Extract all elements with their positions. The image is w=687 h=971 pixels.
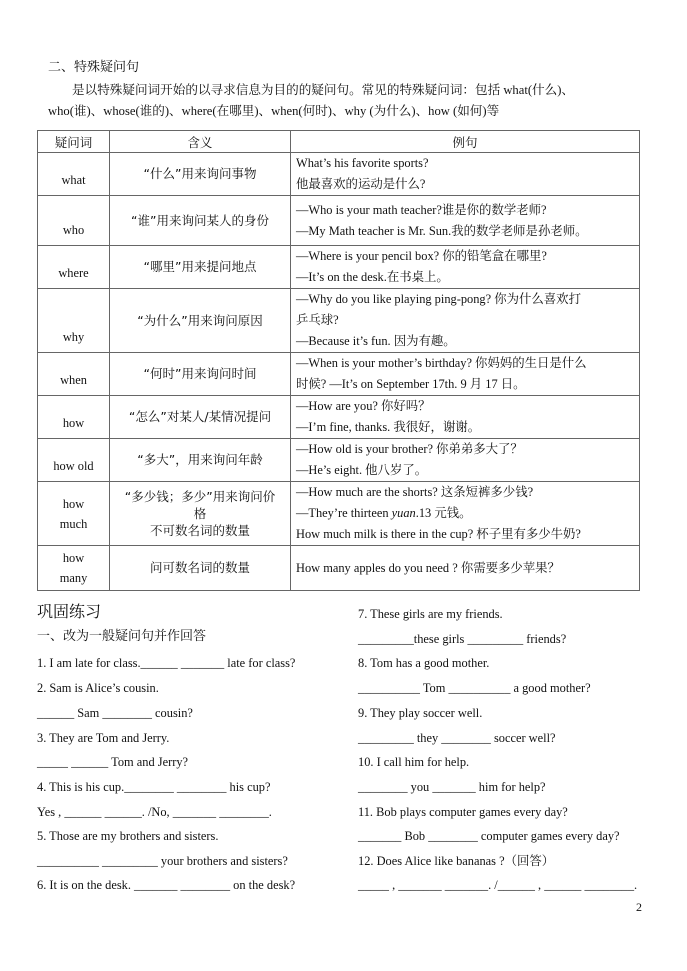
header-example: 例句 bbox=[291, 131, 640, 153]
example-cell-line: —Who is your math teacher?谁是你的数学老师? bbox=[296, 202, 547, 217]
practice-item-left: 1. I am late for class.______ _______ late for class? bbox=[37, 656, 296, 670]
practice-item-right: _________these girls _________ friends? bbox=[358, 632, 567, 646]
example-cell-line: —How much are the shorts? 这条短裤多少钱? bbox=[296, 485, 534, 499]
practice-item-left: Yes , ______ ______. /No, _______ ________. bbox=[37, 805, 272, 819]
meaning-cell-line: 不可数名词的数量 bbox=[149, 523, 250, 538]
practice-item-left: 3. They are Tom and Jerry. bbox=[37, 731, 170, 745]
table-row bbox=[38, 482, 640, 546]
meaning-cell bbox=[110, 196, 291, 246]
question-word-cell-line: when bbox=[60, 373, 87, 387]
practice-item-left: 4. This is his cup.________ ________ his cup? bbox=[37, 780, 271, 794]
practice-item-right: __________ Tom __________ a good mother? bbox=[358, 681, 591, 695]
practice-item-left: ______ Sam ________ cousin? bbox=[37, 706, 193, 720]
meaning-cell-line: “怎么”对某人/某情况提问 bbox=[128, 409, 272, 424]
question-word-cell-line: where bbox=[58, 266, 89, 280]
practice-item-right: 9. They play soccer well. bbox=[358, 706, 483, 720]
question-word-cell-line: how bbox=[62, 551, 85, 565]
question-word-cell bbox=[38, 246, 110, 289]
question-word-cell bbox=[38, 482, 110, 546]
meaning-cell bbox=[110, 353, 291, 396]
example-cell bbox=[291, 153, 640, 196]
question-word-cell bbox=[38, 546, 110, 591]
table-row bbox=[38, 396, 640, 439]
example-cell bbox=[291, 353, 640, 396]
practice-item-right: ________ you _______ him for help? bbox=[358, 780, 546, 794]
example-cell-line: How much milk is there in the cup? 杯子里有多少牛奶? bbox=[296, 527, 581, 541]
table-row bbox=[38, 289, 640, 353]
example-cell bbox=[291, 289, 640, 353]
practice-subheading: 一、改为一般疑问句并作回答 bbox=[37, 629, 207, 644]
meaning-cell-line: 格 bbox=[193, 506, 207, 521]
table-row bbox=[38, 546, 640, 591]
table-row bbox=[38, 353, 640, 396]
intro-line-1: 是以特殊疑问词开始的以寻求信息为目的的疑问句。常见的特殊疑问词：包括 what(什么)、 bbox=[72, 83, 574, 97]
practice-item-right: 7. These girls are my friends. bbox=[358, 607, 503, 621]
question-word-cell-line: who bbox=[62, 223, 85, 237]
meaning-cell-line: “谁”用来询问某人的身份 bbox=[131, 212, 269, 228]
example-cell bbox=[291, 439, 640, 482]
table-row bbox=[38, 246, 640, 289]
example-cell bbox=[291, 196, 640, 246]
example-cell-line: —When is your mother’s birthday? 你妈妈的生日是什么 bbox=[296, 356, 587, 370]
question-word-cell bbox=[38, 396, 110, 439]
question-word-cell-line: how bbox=[62, 416, 85, 430]
example-cell bbox=[291, 482, 640, 546]
meaning-cell bbox=[110, 289, 291, 353]
yuan-italic: yuan bbox=[391, 506, 416, 520]
example-cell bbox=[291, 396, 640, 439]
table-row bbox=[38, 153, 640, 196]
practice-item-right: 11. Bob plays computer games every day? bbox=[358, 805, 568, 819]
question-word-cell bbox=[38, 153, 110, 196]
table-row bbox=[38, 439, 640, 482]
practice-heading: 巩固练习 bbox=[37, 602, 102, 621]
question-word-cell-line: what bbox=[61, 173, 86, 187]
table-row bbox=[38, 196, 640, 246]
question-word-cell-line: much bbox=[59, 516, 88, 531]
meaning-cell-line: “多少钱；多少”用来询问价 bbox=[124, 489, 276, 504]
example-cell-line: —They’re thirteen yuan.13 元钱。 bbox=[296, 506, 472, 520]
practice-item-left: _____ ______ Tom and Jerry? bbox=[37, 755, 189, 769]
example-cell-line: —Why do you like playing ping-pong? 你为什么喜欢打 bbox=[296, 292, 581, 306]
example-cell-line: —Because it’s fun. 因为有趣。 bbox=[296, 334, 456, 348]
example-cell-line: —It’s on the desk.在书桌上。 bbox=[296, 270, 449, 284]
meaning-cell bbox=[110, 246, 291, 289]
question-word-cell bbox=[38, 353, 110, 396]
example-cell-line: 他最喜欢的运动是什么? bbox=[296, 177, 426, 191]
practice-item-right: _____ , _______ _______. /______ , ______ ________. bbox=[358, 878, 638, 892]
practice-item-right: _______ Bob ________ computer games every day? bbox=[358, 829, 620, 843]
example-cell-line: 乒乓球? bbox=[296, 313, 339, 327]
question-word-cell-line: how old bbox=[53, 459, 94, 473]
practice-item-left: 5. Those are my brothers and sisters. bbox=[37, 829, 219, 843]
meaning-cell-line: “何时”用来询问时间 bbox=[143, 366, 257, 381]
example-cell-line: 时候? —It’s on September 17th. 9 月 17 日。 bbox=[296, 377, 526, 391]
example-cell bbox=[291, 546, 640, 591]
practice-item-right: 8. Tom has a good mother. bbox=[358, 656, 490, 670]
question-word-cell-line: how bbox=[62, 496, 85, 511]
practice-item-left: 6. It is on the desk. _______ ________ on the desk? bbox=[37, 878, 296, 892]
example-cell-line: —How are you? 你好吗？ bbox=[296, 399, 431, 413]
question-word-cell-line: many bbox=[59, 571, 88, 585]
question-word-cell bbox=[38, 289, 110, 353]
meaning-cell bbox=[110, 482, 291, 546]
table-header-row bbox=[38, 131, 640, 153]
header-word: 疑问词 bbox=[38, 131, 110, 153]
header-meaning: 含义 bbox=[110, 131, 291, 153]
example-cell-line: —He’s eight. 他八岁了。 bbox=[296, 463, 428, 477]
example-cell bbox=[291, 246, 640, 289]
section-title: 二、特殊疑问句 bbox=[48, 60, 140, 75]
example-cell-line: —How old is your brother? 你弟弟多大了？ bbox=[296, 442, 523, 456]
practice-item-right: _________ they ________ soccer well? bbox=[358, 731, 556, 745]
question-word-cell bbox=[38, 196, 110, 246]
meaning-cell-line: “为什么”用来询问原因 bbox=[137, 312, 263, 328]
question-word-cell-line: why bbox=[62, 330, 85, 344]
practice-item-right: 10. I call him for help. bbox=[358, 755, 470, 769]
meaning-cell bbox=[110, 546, 291, 591]
page-number: 2 bbox=[636, 900, 642, 914]
meaning-cell-line: 问可数名词的数量 bbox=[149, 560, 250, 575]
intro-line-2: who(谁)、whose(谁的)、where(在哪里)、when(何时)、why (为什么)、how (如何)等 bbox=[48, 104, 500, 118]
meaning-cell-line: “什么”用来询问事物 bbox=[143, 166, 257, 181]
practice-item-left: 2. Sam is Alice’s cousin. bbox=[37, 681, 159, 695]
meaning-cell-line: “哪里”用来提问地点 bbox=[143, 259, 257, 274]
example-cell-line: What’s his favorite sports? bbox=[296, 156, 429, 170]
question-words-table bbox=[37, 130, 640, 591]
practice-item-left: __________ _________ your brothers and sisters? bbox=[37, 854, 288, 868]
example-cell-line: —I’m fine, thanks. 我很好，谢谢。 bbox=[296, 420, 481, 434]
example-cell-line: How many apples do you need ? 你需要多少苹果？ bbox=[296, 560, 560, 575]
meaning-cell bbox=[110, 153, 291, 196]
meaning-cell bbox=[110, 439, 291, 482]
meaning-cell-line: “多大”，用来询问年龄 bbox=[137, 452, 263, 467]
example-cell-line: —My Math teacher is Mr. Sun.我的数学老师是孙老师。 bbox=[296, 223, 588, 238]
example-cell-line: —Where is your pencil box? 你的铅笔盒在哪里? bbox=[296, 249, 547, 263]
question-word-cell bbox=[38, 439, 110, 482]
practice-item-right: 12. Does Alice like bananas ?（回答） bbox=[358, 854, 555, 868]
meaning-cell bbox=[110, 396, 291, 439]
